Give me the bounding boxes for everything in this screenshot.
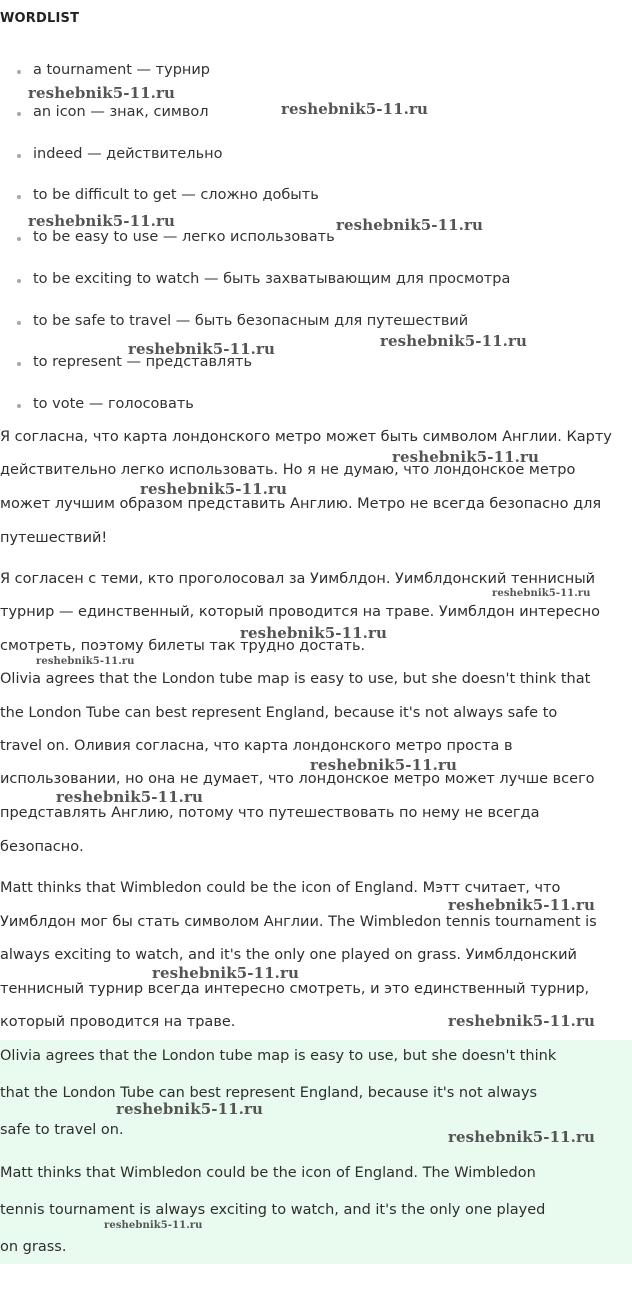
list-item: to be easy to use — легко использовать: [33, 229, 335, 245]
watermark: reshebnik5-11.ru: [336, 216, 483, 234]
watermark: reshebnik5-11.ru: [116, 1100, 263, 1118]
watermark: reshebnik5-11.ru: [448, 896, 595, 914]
watermark: reshebnik5-11.ru: [128, 340, 275, 358]
text-line: Olivia agrees that the London tube map is easy to use, but she doesn't think: [0, 1048, 557, 1064]
text-line: Olivia agrees that the London tube map is easy to use, but she doesn't think that: [0, 671, 591, 687]
bullet-icon: [17, 279, 21, 283]
watermark: reshebnik5-11.ru: [56, 788, 203, 806]
text-line: турнир — единственный, который проводится на траве. Уимблдон интересно: [0, 604, 600, 620]
watermark: reshebnik5-11.ru: [392, 448, 539, 466]
text-line: Matt thinks that Wimbledon could be the icon of England. Мэтт считает, что: [0, 880, 561, 896]
watermark: reshebnik5-11.ru: [310, 756, 457, 774]
text-line: that the London Tube can best represent England, because it's not always: [0, 1085, 538, 1101]
list-item: to vote — голосовать: [33, 396, 194, 412]
list-item: to represent — представлять: [33, 354, 252, 370]
list-item: to be exciting to watch — быть захватывающим для просмотра: [33, 271, 510, 287]
list-item: a tournament — турнир: [33, 62, 210, 78]
watermark: reshebnik5-11.ru: [281, 100, 428, 118]
watermark: reshebnik5-11.ru: [380, 332, 527, 350]
list-item: to be safe to travel — быть безопасным для путешествий: [33, 313, 468, 329]
bullet-icon: [17, 237, 21, 241]
bullet-icon: [17, 195, 21, 199]
list-item: to be difficult to get — сложно добыть: [33, 187, 319, 203]
bullet-icon: [17, 404, 21, 408]
watermark: reshebnik5-11.ru: [152, 964, 299, 982]
text-line: always exciting to watch, and it's the only one played on grass. Уимблдонский: [0, 947, 577, 963]
bullet-icon: [17, 112, 21, 116]
text-line: Matt thinks that Wimbledon could be the icon of England. The Wimbledon: [0, 1165, 536, 1181]
bullet-icon: [17, 154, 21, 158]
text-line: безопасно.: [0, 839, 84, 855]
list-item: indeed — действительно: [33, 146, 222, 162]
text-line: смотреть, поэтому билеты так трудно достать.: [0, 638, 366, 654]
watermark: reshebnik5-11.ru: [448, 1012, 595, 1030]
text-line: может лучшим образом представить Англию. Метро не всегда безопасно для: [0, 496, 602, 512]
bullet-icon: [17, 321, 21, 325]
text-line: Я согласна, что карта лондонского метро может быть символом Англии. Карту: [0, 429, 612, 445]
watermark: reshebnik5-11.ru: [240, 624, 387, 642]
watermark: reshebnik5-11.ru: [140, 480, 287, 498]
watermark: reshebnik5-11.ru: [28, 84, 175, 102]
bullet-icon: [17, 70, 21, 74]
text-line: on grass.: [0, 1239, 67, 1255]
answer-block: [0, 1040, 632, 1264]
text-line: путешествий!: [0, 530, 108, 546]
text-line: который проводится на траве.: [0, 1014, 236, 1030]
text-line: the London Tube can best represent England, because it's not always safe to: [0, 705, 558, 721]
watermark: reshebnik5-11.ru: [448, 1128, 595, 1146]
text-line: использовании, но она не думает, что лондонское метро может лучше всего: [0, 771, 595, 787]
watermark: reshebnik5-11.ru: [104, 1220, 203, 1231]
watermark: reshebnik5-11.ru: [492, 588, 591, 599]
text-line: tennis tournament is always exciting to watch, and it's the only one played: [0, 1202, 546, 1218]
text-line: представлять Англию, потому что путешествовать по нему не всегда: [0, 805, 540, 821]
bullet-icon: [17, 362, 21, 366]
text-line: travel on. Оливия согласна, что карта лондонского метро проста в: [0, 738, 513, 754]
text-line: safe to travel on.: [0, 1122, 124, 1138]
text-line: действительно легко использовать. Но я не думаю, что лондонское метро: [0, 462, 576, 478]
list-item: an icon — знак, символ: [33, 104, 209, 120]
text-line: теннисный турнир всегда интересно смотреть, и это единственный турнир,: [0, 981, 590, 997]
text-line: Я согласен с теми, кто проголосовал за Уимблдон. Уимблдонский теннисный: [0, 571, 596, 587]
watermark: reshebnik5-11.ru: [36, 656, 135, 667]
wordlist-heading: WORDLIST: [0, 11, 80, 26]
watermark: reshebnik5-11.ru: [28, 212, 175, 230]
text-line: Уимблдон мог бы стать символом Англии. The Wimbledon tennis tournament is: [0, 914, 597, 930]
